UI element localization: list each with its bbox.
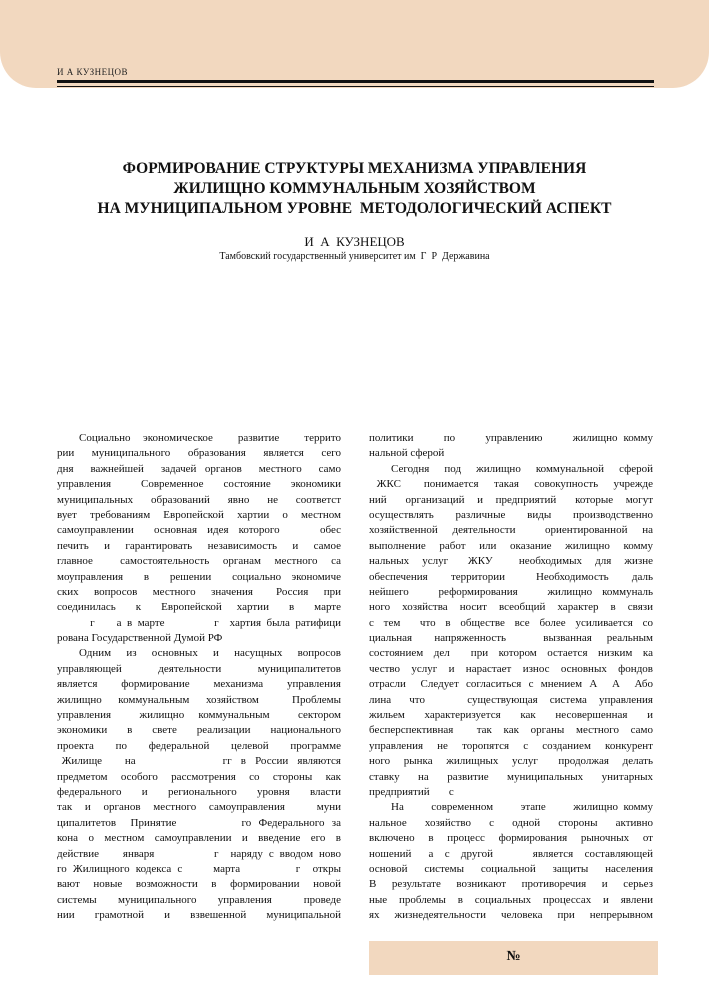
text-line: Одним из основных и насущных вопросов <box>79 647 341 660</box>
header-rule-thick <box>57 80 654 83</box>
text-line: Сегодня под жилищно коммунальной сферой <box>391 462 653 475</box>
text-line: чество услуг и нарастает износ основных фондов <box>369 662 653 675</box>
text-line: вует требованиям Европейской хартии о местном <box>57 508 341 521</box>
text-line: отрасли Следует согласиться с мнением А А Або <box>369 678 653 691</box>
text-line: ношений а с другой является составляющей <box>369 847 653 860</box>
text-line: управления жилищно коммунальным сектором <box>57 709 341 722</box>
text-line: жильем характеризуется как несовершенная и <box>369 709 653 722</box>
text-line: Социально экономическое развитие террито <box>79 432 341 444</box>
text-line: Жилище на гг в России являются <box>57 755 341 768</box>
text-line: муниципальных образований явно не соответст <box>57 493 341 506</box>
title-line: НА МУНИЦИПАЛЬНОМ УРОВНЕ МЕТОДОЛОГИЧЕСКИЙ АСПЕКТ <box>97 200 612 217</box>
text-line: го Жилищного кодекса с марта г откры <box>57 862 341 875</box>
left-text-column <box>57 431 341 924</box>
text-line: обеспечения территории Необходимость даль <box>369 570 653 583</box>
text-line: управления не торопятся с созданием конкурент <box>369 739 653 752</box>
text-line: моуправления в решении социально экономиче <box>57 570 341 583</box>
text-line: экономики в свете реализации национального <box>57 724 341 737</box>
text-line: с тем что в обществе все более усиливается со <box>369 616 653 629</box>
right-text-column <box>369 431 653 924</box>
running-head: И А КУЗНЕЦОВ <box>57 67 128 77</box>
text-line: состоянием дел при котором остается низким ка <box>369 647 653 660</box>
text-line: ЖКС понимается такая совокупность учрежде <box>369 478 653 491</box>
text-line: политики по управлению жилищно комму <box>369 432 653 444</box>
text-line: вают новые возможности в формировании новой <box>57 878 341 891</box>
text-line: проекта по федеральной целевой программе <box>57 739 341 752</box>
text-line: действие января г наряду с вводом ново <box>57 847 341 860</box>
text-line: бесперспективная так как органы местного само <box>369 724 653 737</box>
text-line: На современном этапе жилищно комму <box>391 801 653 814</box>
text-line: рована Государственной Думой РФ <box>57 632 223 645</box>
text-line: нии грамотной и взвешенной муниципальной <box>57 909 341 922</box>
text-line: главное самостоятельность органам местного са <box>57 555 341 568</box>
text-line: выполнение работ или оказание жилищно комму <box>369 539 653 552</box>
text-line: ний организаций и предприятий которые могут <box>369 493 653 506</box>
text-line: так и органов местного самоуправления муни <box>57 801 341 814</box>
header-rule-thin <box>57 86 654 87</box>
text-line: включено в процесс формирования рыночных от <box>369 832 653 845</box>
text-line: жилищно коммунальным хозяйством Проблемы <box>57 693 341 706</box>
text-line: управляющей деятельности муниципалитетов <box>57 662 341 675</box>
text-line: нейшего реформирования жилищно коммуналь <box>369 585 653 598</box>
text-line: дня важнейшей задачей органов местного само <box>57 462 341 475</box>
text-line: рии муниципального образования является сего <box>57 447 341 460</box>
text-line: нальных услуг ЖКУ необходимых для жизне <box>369 555 653 568</box>
issue-number-label: № <box>506 949 521 964</box>
title-line: ФОРМИРОВАНИЕ СТРУКТУРЫ МЕХАНИЗМА УПРАВЛЕНИЯ <box>122 160 587 177</box>
article-title <box>40 159 669 219</box>
text-line: ципалитетов Принятие го Федерального за <box>57 816 341 829</box>
text-line: предприятий с <box>369 785 454 798</box>
text-line: нальное хозяйство с одной стороны активно <box>369 816 653 829</box>
text-line: системы муниципального управления проведе <box>57 893 341 906</box>
text-line: федерального и регионального уровня власти <box>57 785 341 798</box>
text-line: самоуправлении основная идея которого обес <box>57 524 341 537</box>
text-line: В результате возникают противоречия и серьез <box>369 878 653 891</box>
text-line: предметом особого рассмотрения со стороны как <box>57 770 341 783</box>
text-line: ного рынка жилищных услуг продолжая делать <box>369 755 653 768</box>
text-line: хозяйственной деятельности ориентированной на <box>369 524 653 537</box>
text-line: г а в марте г хартия была ратифици <box>57 616 341 629</box>
footer-issue-box <box>369 941 658 975</box>
text-line: лина что существующая система управления <box>369 693 653 706</box>
text-line: печить и гарантировать независимость и самое <box>57 539 341 552</box>
author-affiliation: Тамбовский государственный университет им Г Р Державина <box>219 251 490 262</box>
title-line: ЖИЛИЩНО КОММУНАЛЬНЫМ ХОЗЯЙСТВОМ <box>173 180 536 197</box>
text-line: ставку на развитие муниципальных унитарных <box>369 770 653 783</box>
text-line: нальной сферой <box>369 447 445 460</box>
text-line: основой системы социальной защиты населения <box>369 862 653 875</box>
text-line: осуществлять различные виды производственно <box>369 508 653 521</box>
text-line: ные проблемы в социальных процессах и явлени <box>369 893 653 906</box>
text-line: является формирование механизма управления <box>57 678 341 691</box>
text-line: ских вопросов местного значения Россия при <box>57 585 341 598</box>
author-name: И А КУЗНЕЦОВ <box>304 234 405 249</box>
text-line: кона о местном самоуправлении и введение его в <box>57 832 341 845</box>
text-line: ях жизнедеятельности человека при непрерывном <box>369 909 653 922</box>
text-line: управления Современное состояние экономики <box>57 478 341 491</box>
text-line: циальная напряженность вызванная реальным <box>369 632 653 645</box>
text-line: ного хозяйства носит всеобщий характер в связи <box>369 601 653 614</box>
text-line: соединилась к Европейской хартии в марте <box>57 601 341 614</box>
